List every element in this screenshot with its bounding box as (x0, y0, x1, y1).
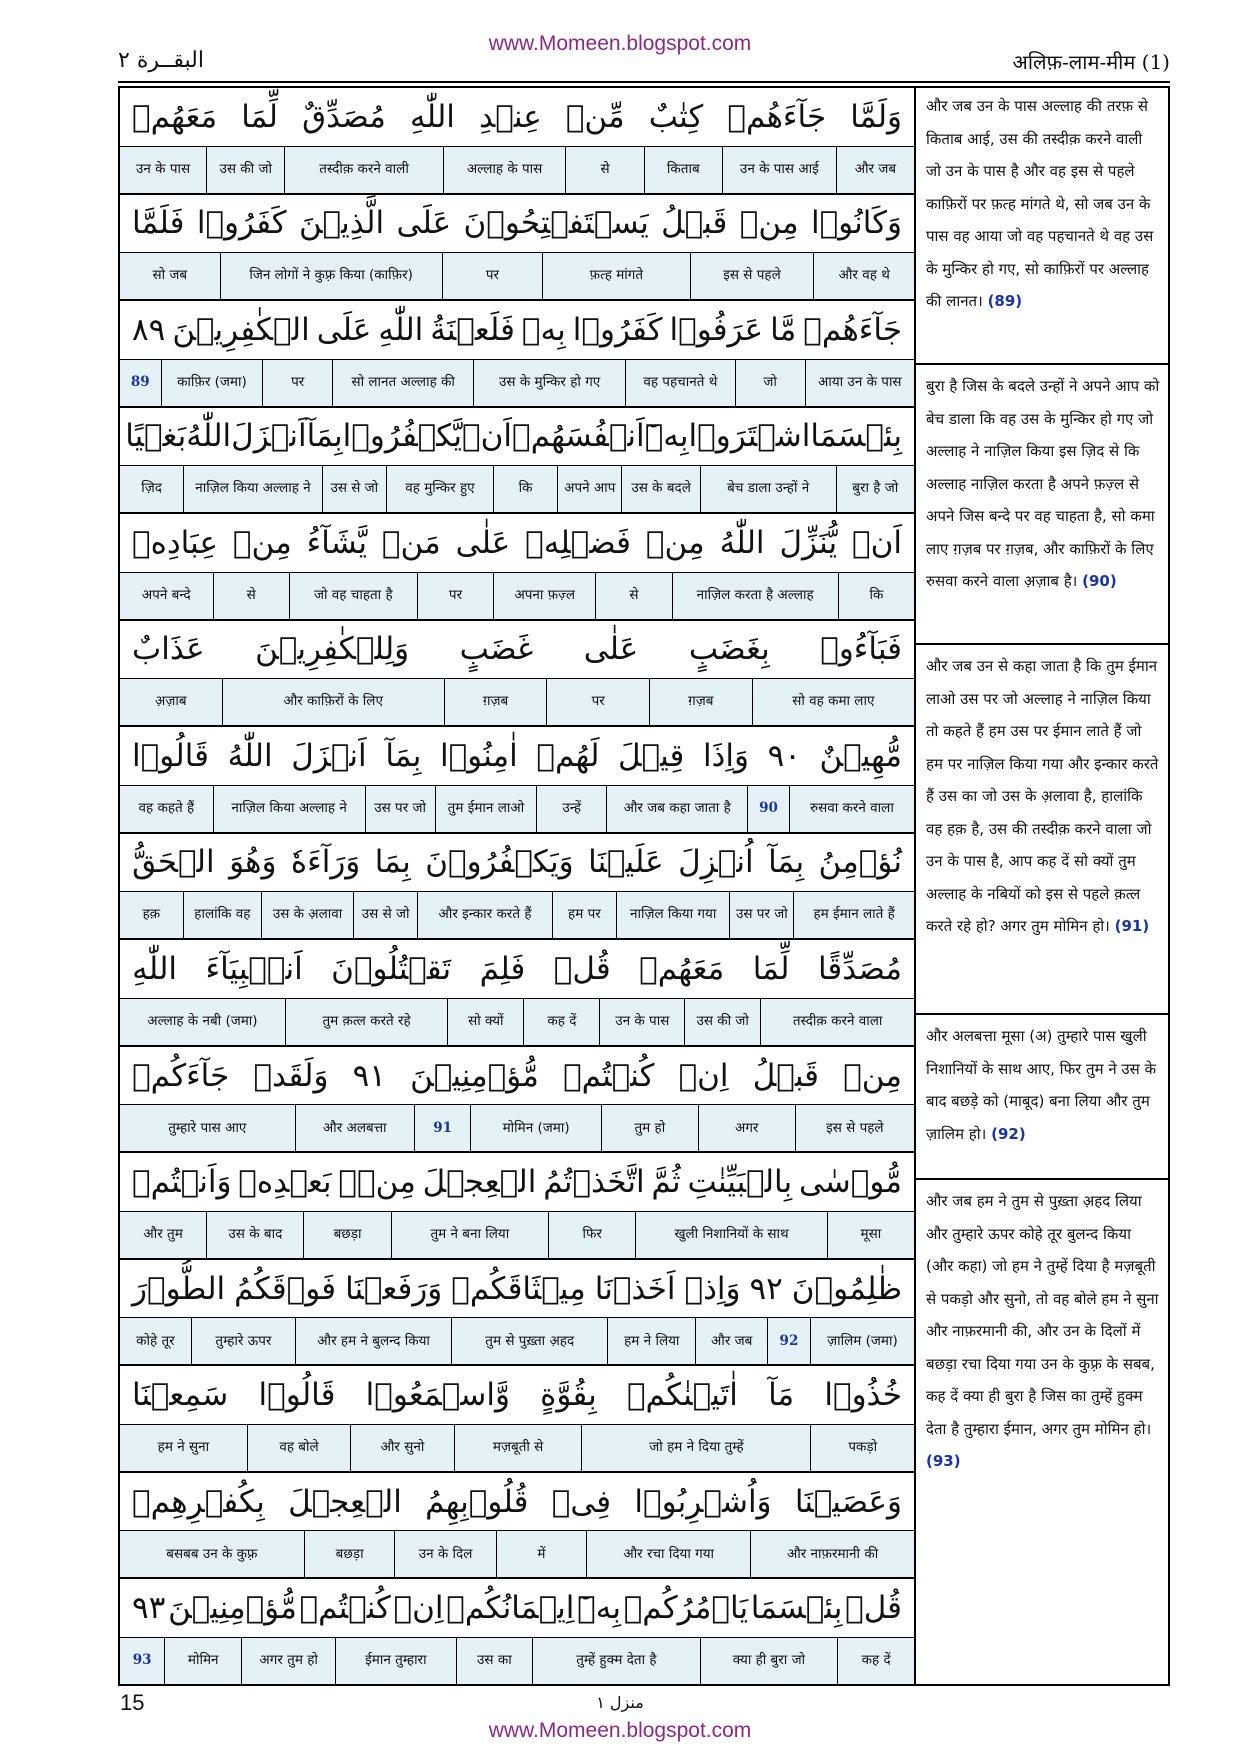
arabic-word: فَلَعۡنَةُ (430, 311, 515, 348)
arabic-line (120, 1047, 914, 1106)
page-number: 15 (120, 1690, 145, 1715)
arabic-word: عَذَابٌ (132, 631, 205, 668)
arabic-word: بِمَآ (768, 844, 805, 881)
arabic-word: عِبَادِهٖ (132, 524, 218, 561)
gloss-cell: अ़ज़ाब (155, 693, 187, 710)
gloss-cell: नाज़िल किया अल्लाह ने (183, 466, 322, 512)
arabic-word: ٩٠ (767, 737, 801, 774)
arabic-word: فَوۡقَكُمُ (234, 1270, 337, 1307)
gloss-cell: पर (442, 253, 543, 299)
arabic-word: الۡعِجۡلَ (422, 1164, 537, 1201)
arabic-word: اَنۡزَلَ (291, 737, 367, 774)
arabic-word: فَضۡلِهٖ (525, 524, 631, 561)
gloss-cell: ग़ज़ब (444, 679, 547, 725)
gloss-cell: सो क्यों (447, 999, 523, 1045)
arabic-word: مِنۡ (645, 524, 705, 561)
arabic-word: بِهٖٓ (644, 418, 689, 455)
arabic-word: عِنۡدِ (479, 98, 542, 135)
arabic-line (120, 940, 914, 999)
arabic-word: قَبۡلُ (752, 1057, 819, 1094)
arabic-word: مِنۡ (739, 205, 799, 242)
arabic-word: اَنۡۢبِيَآءَ (205, 951, 303, 987)
verse-number-cell: 89 (130, 373, 150, 390)
gloss-cell: किताब (644, 147, 722, 193)
gloss-cell: कि (838, 573, 914, 619)
gloss-cell: अपना फ़ज़्ल (493, 573, 595, 619)
arabic-word: فَبَآءُوۡ (820, 631, 902, 668)
word-gloss-row (120, 1638, 914, 1684)
arabic-word: جَآءَكُمۡ (132, 1057, 230, 1094)
translation-paragraph (926, 90, 1162, 318)
header-rule (118, 81, 1170, 83)
arabic-word: مُّوۡسٰى (798, 1164, 902, 1201)
gloss-cell: और तुम (143, 1226, 183, 1243)
arabic-word: قِيۡلَ (618, 737, 685, 774)
arabic-word: ٨٩ (132, 311, 166, 348)
arabic-word: خُذُوۡا (824, 1377, 902, 1414)
arabic-word: اِنۡ (678, 1057, 729, 1094)
arabic-word: مِنۡ (232, 524, 292, 561)
arabic-word: مُصَدِّقًا (817, 951, 902, 987)
gloss-cell: आया उन के पास (805, 360, 914, 406)
translation-paragraph (926, 370, 1162, 598)
gloss-cell: तुम ने बना लिया (391, 1212, 548, 1258)
gloss-cell: ग़ज़ब (649, 679, 752, 725)
gloss-cell: और काफ़िरों के लिए (222, 679, 444, 725)
arabic-word: ٩٢ (749, 1270, 783, 1307)
gloss-cell: तुम हो (601, 1105, 698, 1151)
arabic-word: اللّٰهُ (227, 737, 273, 774)
gloss-cell: बेच डाला उन्हों ने (700, 466, 836, 512)
gloss-cell: उस की जो (684, 999, 760, 1045)
gloss-cell: और रचा दिया गया (586, 1531, 750, 1577)
gloss-cell: हालांकि वह (183, 892, 261, 938)
arabic-word: عَلَى (316, 311, 372, 348)
gloss-cell: तुम्हें हुक्म देता है (532, 1638, 699, 1684)
gloss-cell: तुम्हारे पास आए (168, 1119, 247, 1136)
word-gloss-row (120, 1105, 914, 1153)
arabic-word: بِغَضَبٍ (688, 631, 770, 668)
arabic-word: وَاَنۡتُمۡ (132, 1164, 232, 1201)
surah-title-arabic: البقــرة ٢ (118, 48, 204, 73)
arabic-word: ثُمَّ (651, 1164, 681, 1201)
word-gloss-row (120, 999, 914, 1047)
arabic-word: مَعَهُمۡ (132, 98, 218, 135)
arabic-word: قَبۡلُ (661, 205, 728, 242)
gloss-cell: पकड़ो (810, 1425, 914, 1471)
gloss-cell: से (213, 573, 289, 619)
word-gloss-row (120, 1425, 914, 1473)
gloss-cell: मोमिन (164, 1638, 241, 1684)
gloss-cell: सो लानत अल्लाह की (332, 360, 473, 406)
juz-title: अलिफ़-लाम-मीम (1) (1012, 50, 1170, 74)
arabic-word: الۡحَقُّ (132, 844, 215, 881)
arabic-word: وَاُشۡرِبُوۡا (634, 1483, 772, 1520)
arabic-word: قُلُوۡبِهِمُ (425, 1483, 529, 1520)
gloss-cell: तस्दीक़ करने वाली (284, 147, 442, 193)
website-url-top[interactable]: www.Momeen.blogspot.com (488, 32, 752, 55)
gloss-cell: कह दें (523, 999, 599, 1045)
word-gloss-row (120, 679, 914, 727)
arabic-line (120, 834, 914, 893)
arabic-line (120, 1473, 914, 1532)
arabic-word: جَآءَهُمۡ (803, 311, 902, 348)
gloss-cell: वह मुन्किर हुए (386, 466, 493, 512)
gloss-cell: खुली निशानियों के साथ (635, 1212, 827, 1258)
verse-number-cell: 92 (767, 1318, 810, 1364)
arabic-word: بِمَآ (306, 418, 343, 455)
arabic-line (120, 88, 914, 147)
arabic-word: فَلَمَّا (132, 205, 185, 242)
gloss-cell: अल्लाह के नबी (जमा) (147, 1013, 258, 1029)
gloss-cell: जो (735, 360, 805, 406)
gloss-cell: जो हम ने दिया तुम्हें (581, 1425, 810, 1471)
arabic-word: بِئۡسَمَا (810, 418, 902, 455)
arabic-word: الۡكٰفِرِيۡنَ (172, 311, 310, 348)
gloss-cell: वह बोले (247, 1425, 351, 1471)
arabic-word: نُؤۡمِنُ (818, 844, 902, 881)
arabic-word: يَّكۡفُرُوۡا (342, 418, 462, 455)
gloss-cell: उन के दिल (394, 1531, 495, 1577)
word-gloss-row (120, 1212, 914, 1260)
arabic-word: عَلَى (396, 205, 452, 242)
gloss-cell: तुम ईमान लाओ (435, 786, 537, 832)
arabic-word: يَّشَآءُ (306, 524, 367, 561)
gloss-cell: पर (262, 360, 332, 406)
gloss-cell: उन के पास (599, 999, 684, 1045)
arabic-word: كُنۡتُمۡ (563, 1057, 655, 1094)
arabic-word: مُصَدِّقٌ (302, 98, 386, 135)
gloss-cell: सो वह कमा लाए (752, 679, 914, 725)
gloss-cell: तुम क़त्ल करते रहे (285, 999, 447, 1045)
arabic-word: كَفَرُوۡا (572, 311, 663, 348)
gloss-cell: मज़बूती से (454, 1425, 582, 1471)
arabic-word: فِىۡ (551, 1483, 612, 1520)
gloss-cell: काफ़िर (जमा) (161, 360, 263, 406)
arabic-word: بَعۡدِهٖ (238, 1164, 332, 1201)
arabic-word: جَآءَهُمۡ (727, 98, 827, 135)
gloss-cell: बसबब उन के कुफ़्र (166, 1545, 258, 1562)
arabic-word: قُلۡ (845, 1590, 902, 1627)
gloss-cell: ईमान तुम्हारा (335, 1638, 455, 1684)
verse-number: (91) (1114, 917, 1150, 935)
arabic-word: وَلِلۡكٰفِرِيۡنَ (255, 631, 410, 668)
arabic-word: اٰمِنُوۡا (439, 737, 518, 774)
gloss-cell: फिर (548, 1212, 635, 1258)
gloss-cell: बुरा है जो (836, 466, 914, 512)
gloss-cell: फ़त्ह मांगते (542, 253, 689, 299)
gloss-cell: नाज़िल किया अल्लाह ने (213, 786, 365, 832)
arabic-word: وَرَآءَهٗ (290, 844, 361, 881)
arabic-line (120, 301, 914, 360)
arabic-word: وَاِذۡ (684, 1270, 741, 1307)
gloss-cell: सो जब (152, 267, 188, 284)
gloss-cell: उस के अ़लावा (261, 892, 353, 938)
translation-paragraph (926, 1185, 1162, 1478)
arabic-word: يَسۡتَفۡتِحُوۡنَ (463, 205, 649, 242)
arabic-word: بِهٖ (521, 311, 566, 348)
gloss-cell: उस के बाद (206, 1212, 303, 1258)
arabic-word: لِّمَا (752, 951, 790, 987)
arabic-word: مُّؤۡمِنِيۡنَ (410, 1057, 539, 1094)
arabic-word: الطُّوۡرَ (132, 1270, 226, 1307)
word-gloss-row (120, 892, 914, 940)
arabic-word: بِمَآ (385, 737, 422, 774)
arabic-word: الۡعِجۡلَ (288, 1483, 402, 1520)
gloss-cell: तस्दीक़ करने वाला (760, 999, 914, 1045)
word-gloss-row (120, 1318, 914, 1366)
gloss-cell: पर (417, 573, 493, 619)
gloss-cell: हम ने सुना (157, 1439, 210, 1456)
arabic-word: اتَّخَذۡتُمُ (543, 1164, 645, 1201)
arabic-word: مِنۡ (843, 1057, 902, 1094)
arabic-word: مُّهِيۡنٌ (819, 737, 902, 774)
gloss-cell: हम ईमान लाते हैं (793, 892, 914, 938)
arabic-word: سَمِعۡنَا (132, 1377, 229, 1414)
gloss-cell: बछड़ा (304, 1531, 395, 1577)
gloss-cell: अगर (698, 1105, 795, 1151)
arabic-line (120, 1260, 914, 1319)
arabic-word: اَنۡ (852, 524, 902, 561)
verse-number-cell: 90 (747, 786, 789, 832)
arabic-word: وَعَصَيۡنَا (794, 1483, 902, 1520)
arabic-word: مَعَهُمۡ (639, 951, 725, 987)
gloss-cell: और नाफ़रमानी की (750, 1531, 914, 1577)
paragraph-separator (916, 1178, 1168, 1180)
gloss-cell: हक़ (142, 906, 161, 923)
gloss-cell: जिन लोगों ने कुफ़्र किया (काफ़िर) (220, 253, 442, 299)
gloss-cell: क्या ही बुरा जो (700, 1638, 838, 1684)
arabic-word: لِّمَا (241, 98, 278, 135)
manzil-label: منزل ١ (596, 1693, 644, 1712)
word-gloss-row (120, 147, 914, 195)
arabic-word: غَضَبٍ (459, 631, 534, 668)
gloss-cell: मूसा (827, 1212, 914, 1258)
arabic-word: قَالُوۡا (258, 1377, 336, 1414)
word-gloss-row (120, 466, 914, 514)
verse-number-cell: 91 (414, 1105, 470, 1151)
gloss-cell: हम ने लिया (607, 1318, 695, 1364)
arabic-word: اللّٰهِ (132, 951, 178, 987)
arabic-word: ٩١ (352, 1057, 386, 1094)
gloss-cell: अगर तुम हो (241, 1638, 335, 1684)
arabic-line (120, 1579, 914, 1638)
arabic-line (120, 408, 914, 467)
arabic-word: يُّنَزِّلَ (779, 524, 838, 561)
arabic-word: اِنۡ (393, 1590, 444, 1627)
arabic-line (120, 1366, 914, 1425)
gloss-cell: पर (546, 679, 649, 725)
gloss-cell: तुम्हारे ऊपर (191, 1318, 295, 1364)
arabic-word: قُلۡ (553, 951, 611, 987)
arabic-line (120, 727, 914, 786)
verse-number: (93) (926, 1452, 961, 1470)
gloss-cell: और जब (695, 1318, 767, 1364)
gloss-cell: उन के पास (135, 160, 191, 177)
verse-number: (92) (991, 1124, 1026, 1143)
arabic-word: وَلَقَدۡ (253, 1057, 329, 1094)
gloss-cell: जो वह चाहता है (289, 573, 417, 619)
arabic-word: عَلٰى (455, 524, 511, 561)
arabic-word: اَنۡ (461, 418, 512, 455)
arabic-word: اَخَذۡنَا (594, 1270, 676, 1307)
arabic-word: يَاۡمُرُكُمۡ (623, 1590, 749, 1627)
arabic-word: بَغۡيًا (125, 418, 187, 455)
translation-paragraph (926, 650, 1162, 943)
gloss-cell: अपने आप (557, 466, 621, 512)
verse-grid (118, 86, 916, 1686)
arabic-word: ٩٣ (132, 1590, 166, 1627)
translation-text: और अलबत्ता मूसा (अ) तुम्हारे पास खुली निशानियों के साथ आए, फिर तुम ने उस के बाद बछड़े को (माबूद) बना लिया और तुम ज़ालिम हो। (926, 1027, 1157, 1143)
word-gloss-row (120, 786, 914, 834)
gloss-cell: बछड़ा (303, 1212, 390, 1258)
gloss-cell: ज़िद (141, 480, 162, 497)
gloss-cell: हम पर (552, 892, 616, 938)
arabic-word: اشۡتَرَوۡا (688, 418, 811, 455)
arabic-word: اللّٰهِ (378, 311, 424, 348)
arabic-word: اَنۡفُسَهُمۡ (511, 418, 645, 455)
gloss-cell: और अलबत्ता (295, 1105, 414, 1151)
arabic-word: اُنۡزِلَ (678, 844, 754, 881)
gloss-cell: से (565, 147, 643, 193)
arabic-word: كَفَرُوۡا (196, 205, 287, 242)
gloss-cell: अपने बन्दे (141, 586, 191, 603)
verse-number: (89) (987, 292, 1023, 310)
arabic-word: لَهُمۡ (536, 737, 600, 774)
gloss-cell: से (595, 573, 671, 619)
arabic-line (120, 514, 914, 573)
arabic-word: فَلِمَ (479, 951, 526, 987)
gloss-cell: और इन्कार करते हैं (417, 892, 552, 938)
gloss-cell: उस के मुन्किर हो गए (473, 360, 625, 406)
arabic-word: كُنۡتُمۡ (299, 1590, 391, 1627)
arabic-word: اللّٰهُ (719, 524, 765, 561)
translation-text: और जब उन से कहा जाता है कि तुम ईमान लाओ उस पर जो अल्लाह ने नाज़िल किया तो कहते हैं हम उस पर ईमान लाते हैं जो हम पर नाज़िल किया गया और इन्कार करते हैं उस का जो उस के अ़लावा है, हालांकि वह हक़ है, उस की तस्दीक़ करने वाला जो उन के पास है, आप कह दें सो क्यों तुम अल्लाह के नबियों को इस से पहले क़त्ल करते रहे हो? अगर तुम मोमिन हो। (926, 657, 1159, 935)
gloss-cell: मोमिन (जमा) (470, 1105, 601, 1151)
arabic-word: وَاِذَا (702, 737, 749, 774)
arabic-word: بِئۡسَمَا (750, 1590, 843, 1627)
gloss-cell: इस से पहले (690, 253, 814, 299)
arabic-word: مِّنۡ (565, 98, 625, 135)
arabic-line (120, 195, 914, 254)
gloss-cell: उस से जो (322, 466, 386, 512)
word-gloss-row (120, 573, 914, 621)
gloss-cell: रुसवा करने वाला (789, 786, 914, 832)
arabic-word: وَكَانُوۡا (810, 205, 902, 242)
arabic-word: مِنۡۢ (338, 1164, 416, 1201)
arabic-word: مَنۡ (381, 524, 441, 561)
gloss-cell: और जब (836, 147, 914, 193)
arabic-word: بِالۡبَيِّنٰتِ (687, 1164, 793, 1201)
paragraph-separator (916, 643, 1168, 645)
translation-column (916, 86, 1170, 1686)
word-gloss-row (120, 1531, 914, 1579)
arabic-word: اٰتَيۡنٰكُمۡ (626, 1377, 738, 1414)
arabic-word: بِهٖٓ (577, 1590, 621, 1627)
paragraph-separator (916, 1013, 1168, 1015)
gloss-cell: उस की जो (206, 147, 284, 193)
gloss-cell: और हम ने बुलन्द किया (295, 1318, 451, 1364)
word-gloss-row (120, 253, 914, 301)
verse-number: (90) (1082, 572, 1117, 590)
gloss-cell: नाज़िल किया गया (616, 892, 730, 938)
arabic-word: مُّؤۡمِنِيۡنَ (168, 1590, 297, 1627)
arabic-word: عَلَيۡنَا (588, 844, 664, 881)
gloss-cell: तुम से पुख़्ता अ़हद (451, 1318, 607, 1364)
arabic-word: كِتٰبٌ (648, 98, 704, 135)
arabic-line (120, 621, 914, 680)
word-gloss-row (120, 360, 914, 408)
gloss-cell: और वह थे (813, 253, 914, 299)
arabic-word: مَّا (770, 311, 797, 348)
arabic-word: عَرَفُوۡا (669, 311, 764, 348)
arabic-word: وَلَمَّا (850, 98, 902, 135)
paragraph-separator (916, 363, 1168, 365)
gloss-cell: उन के पास आई (722, 147, 836, 193)
gloss-cell: और सुनो (350, 1425, 454, 1471)
translation-text: और जब हम ने तुम से पुख़्ता अ़हद लिया और तुम्हारे ऊपर कोहे तूर बुलन्द किया (और कहा) जो हम ने तुम्हें दिया है मज़बूती से पकड़ो और सुनो, तो वह बोले हम ने सुना और नाफ़रमानी की, और उन के दिलों में बछड़ा रचा दिया गया उन के कुफ़्र के सबब, कह दें क्या ही बुरा है जिस का तुम्हें हुक्म देता है तुम्हारा ईमान, अगर तुम मोमिन हो। (926, 1192, 1159, 1438)
arabic-word: اِيۡمَانُكُمۡ (446, 1590, 575, 1627)
gloss-cell: वह पहचानते थे (625, 360, 734, 406)
gloss-cell: उस के बदले (621, 466, 699, 512)
gloss-cell: कह दें (837, 1638, 914, 1684)
arabic-word: بِمَا (374, 844, 411, 881)
gloss-cell: कोहे तूर (136, 1332, 175, 1349)
arabic-word: قَالُوۡا (132, 737, 209, 774)
arabic-word: اَنۡزَلَ (231, 418, 307, 455)
verse-number-cell: 93 (132, 1652, 152, 1669)
gloss-cell: कि (493, 466, 557, 512)
translation-text: और जब उन के पास अल्लाह की तरफ़ से किताब आई, उस की तस्दीक़ करने वाली जो उन के पास है और वह इस से पहले काफ़िरों पर फ़त्ह मांगते थे, सो जब उन के पास वह आया जो वह पहचानते थे वह उस के मुन्किर हो गए, सो काफ़िरों पर अल्लाह की लानत। (926, 97, 1154, 310)
arabic-word: الَّذِيۡنَ (298, 205, 385, 242)
arabic-word: ظٰلِمُوۡنَ (791, 1270, 902, 1307)
arabic-word: تَقۡتُلُوۡنَ (331, 951, 452, 987)
arabic-word: وَيَكۡفُرُوۡنَ (425, 844, 574, 881)
gloss-cell: उन्हें (536, 786, 606, 832)
gloss-cell: इस से पहले (795, 1105, 914, 1151)
arabic-word: مِيۡثَاقَكُمۡ (451, 1270, 586, 1307)
arabic-word: وَهُوَ (229, 844, 277, 881)
gloss-cell: वह कहते हैं (138, 799, 195, 816)
website-url-bottom[interactable]: www.Momeen.blogspot.com (488, 1719, 752, 1742)
arabic-word: عَلٰى (583, 631, 639, 668)
arabic-line (120, 1153, 914, 1212)
arabic-word: مَآ (768, 1377, 795, 1414)
gloss-cell: उस पर जो (365, 786, 435, 832)
arabic-word: بِكُفۡرِهِمۡ (132, 1483, 265, 1520)
translation-paragraph (926, 1020, 1162, 1150)
gloss-cell: उस का (456, 1638, 533, 1684)
arabic-word: وَّاسۡمَعُوۡا (365, 1377, 510, 1414)
gloss-cell: में (496, 1531, 587, 1577)
translation-text: बुरा है जिस के बदले उन्हों ने अपने आप को बेच डाला कि वह उस के मुन्किर हो गए जो अल्लाह ने नाज़िल किया इस ज़िद से कि अल्लाह नाज़िल करता है अपने फ़ज़्ल से अपने जिस बन्दे पर वह चाहता है, सो कमा लाए ग़ज़ब पर ग़ज़ब, और काफ़िरों के लिए रुसवा करने वाला अ़ज़ाब है। (926, 377, 1160, 590)
arabic-word: اللّٰهِ (409, 98, 455, 135)
gloss-cell: और जब कहा जाता है (606, 786, 747, 832)
gloss-cell: ज़ालिम (जमा) (810, 1318, 914, 1364)
gloss-cell: नाज़िल करता है अल्लाह (672, 573, 838, 619)
gloss-cell: उस पर जो (729, 892, 793, 938)
arabic-word: بِقُوَّةٍ (540, 1377, 597, 1414)
arabic-word: وَرَفَعۡنَا (345, 1270, 443, 1307)
gloss-cell: उस से जो (353, 892, 417, 938)
gloss-cell: अल्लाह के पास (443, 147, 566, 193)
arabic-word: اللّٰهُ (186, 418, 232, 455)
